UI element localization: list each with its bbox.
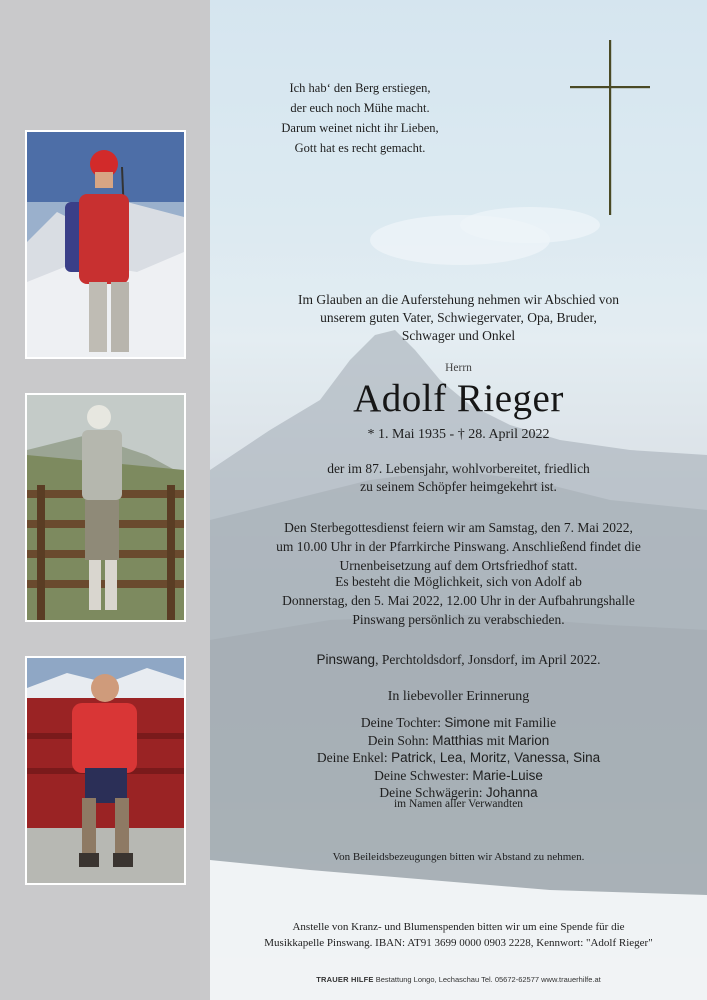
family-names: Matthias [432,732,484,748]
poem-line: Ich hab‘ den Berg erstiegen, [289,81,431,95]
donation-line: Anstelle von Kranz- und Blumenspenden bitten wir um eine Spende für die [292,921,625,933]
poem [250,78,470,158]
poem-line: Gott hat es recht gemacht. [294,141,426,155]
deceased-name: Adolf Rieger [353,377,564,420]
relatives-note: im Namen aller Verwandten [393,798,524,810]
family-member [210,749,707,767]
family-connector: mit [483,732,509,748]
family-member [210,767,707,785]
place-rest: , Perchtoldsdorf, Jonsdorf, im April 2022. [375,652,601,667]
intro-line: Schwager und Onkel [401,328,516,343]
family-role: Deine Tochter: [360,715,445,730]
family-names: Marion [508,732,550,748]
cross-icon [570,40,650,215]
family-names: Johanna [485,785,538,800]
farewell-text [210,572,707,629]
fence-image [27,395,184,620]
salutation: Herrn [445,362,472,374]
farewell-line: Es besteht die Möglichkeit, sich von Adolf ab [335,574,582,589]
place-date [210,652,707,668]
passing-line: zu seinem Schöpfer heimgekehrt ist. [360,479,557,494]
passing-text [210,460,707,496]
intro-text [210,291,707,345]
service-line: um 10.00 Uhr in der Pfarrkirche Pinswang. Anschließend findet die [276,539,641,554]
passing-line: der im 87. Lebensjahr, wohlvorbereitet, friedlich [327,461,590,476]
donation-line: Musikkapelle Pinswang. IBAN: AT91 3699 0000 0903 2228, Kennwort: "Adolf Rieger" [264,937,653,949]
service-line: Den Sterbegottesdienst feiern wir am Samstag, den 7. Mai 2022, [284,520,633,535]
family-role: Dein Sohn: [367,732,433,748]
photo-climber [25,130,186,359]
poem-line: der euch noch Mühe macht. [290,101,430,115]
photo-fence [25,393,186,622]
family-names: Marie-Luise [472,767,543,783]
family-names: Simone [444,715,491,730]
climber-image [27,132,184,357]
condolence-note: Von Beileidsbezeugungen bitten wir Abstand zu nehmen. [332,851,585,863]
intro-line: Im Glauben an die Auferstehung nehmen wir Abschied von [298,292,619,307]
family-list [210,714,707,802]
footer-brand: TRAUER HILFE [316,975,374,984]
poem-line: Darum weinet nicht ihr Lieben, [281,121,439,135]
photo-bench [25,656,186,885]
family-names: Patrick, Lea, Moritz, Vanessa, Sina [391,750,601,765]
life-dates: * 1. Mai 1935 - † 28. April 2022 [367,427,550,442]
family-role: Deine Schwägerin: [379,785,486,800]
family-role: Deine Enkel: [316,750,392,765]
service-line: Urnenbeisetzung auf dem Ortsfriedhof statt. [339,558,578,573]
intro-line: unserem guten Vater, Schwiegervater, Opa, Bruder, [320,310,597,325]
family-suffix: mit Familie [490,715,557,730]
funeral-service-text [210,518,707,575]
family-member [210,732,707,750]
family-role: Deine Schwester: [374,767,473,783]
farewell-line: Pinswang persönlich zu verabschieden. [352,612,565,627]
place-town: Pinswang [316,652,376,667]
donation-note [210,919,707,951]
footer-text: Bestattung Longo, Lechaschau Tel. 05672-62577 www.trauerhilfe.at [373,975,601,984]
farewell-line: Donnerstag, den 5. Mai 2022, 12.00 Uhr in der Aufbahrungshalle [282,593,635,608]
bench-image [27,658,184,883]
family-member [210,714,707,732]
footer [210,975,707,984]
memory-heading: In liebevoller Erinnerung [387,689,530,704]
